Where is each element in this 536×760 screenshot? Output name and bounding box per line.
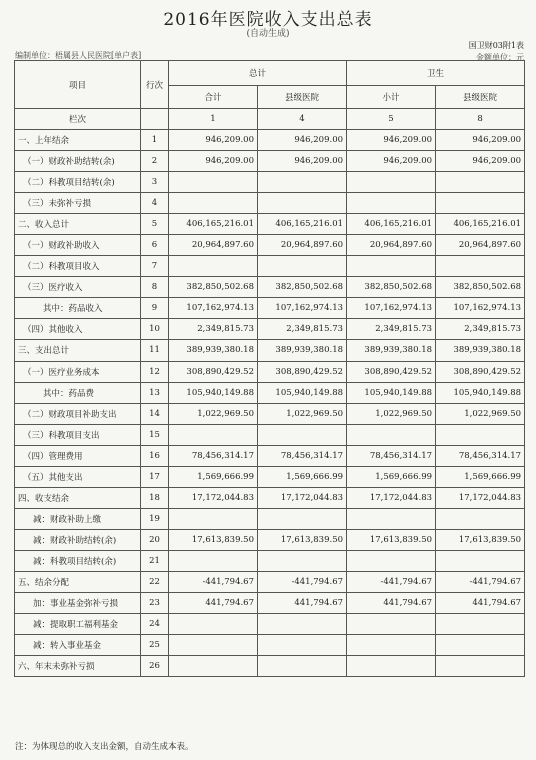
row-label: （四）其他收入 [15,319,141,340]
row-label: （三）医疗收入 [15,277,141,298]
amount-cell: 946,209.00 [258,151,347,172]
row-line-number: 5 [141,214,169,235]
amount-cell: 17,613,839.50 [347,529,436,550]
row-label: 五、结余分配 [15,571,141,592]
table-row [15,635,525,656]
amount-cell [436,635,525,656]
footnote: 注：为体现总的收入支出金额，自动生成本表。 [15,742,194,752]
income-expense-table [14,60,525,677]
group-total-header: 总计 [169,61,347,86]
amount-cell: 20,964,897.60 [169,235,258,256]
amount-cell [347,614,436,635]
row-line-number: 20 [141,529,169,550]
row-label: （一）财政补助收入 [15,235,141,256]
amount-cell: 1,569,666.99 [258,466,347,487]
row-label: （四）管理费用 [15,445,141,466]
amount-cell: 389,939,380.18 [347,340,436,361]
table-row [15,298,525,319]
table-row [15,656,525,677]
amount-cell [258,193,347,214]
row-label: 减：财政补助上缴 [15,508,141,529]
amount-cell [258,424,347,445]
row-label: 其中：药品收入 [15,298,141,319]
amount-cell: 2,349,815.73 [347,319,436,340]
amount-cell [258,635,347,656]
amount-cell [347,508,436,529]
amount-cell: 308,890,429.52 [169,361,258,382]
amount-cell: 308,890,429.52 [258,361,347,382]
amount-cell [169,550,258,571]
amount-cell [436,550,525,571]
table-row [15,466,525,487]
column-index-blank [141,109,169,130]
amount-cell: 105,940,149.88 [169,382,258,403]
table-row [15,256,525,277]
table-row [15,172,525,193]
amount-cell: 441,794.67 [169,593,258,614]
amount-cell [258,550,347,571]
amount-cell [347,635,436,656]
row-label: （二）科教项目收入 [15,256,141,277]
column-index: 4 [258,109,347,130]
row-line-number: 23 [141,593,169,614]
row-line-number: 15 [141,424,169,445]
amount-cell: 1,022,969.50 [436,403,525,424]
amount-cell: 308,890,429.52 [347,361,436,382]
amount-cell: 105,940,149.88 [436,382,525,403]
amount-cell: -441,794.67 [436,571,525,592]
table-row [15,340,525,361]
col-header-total: 合计 [169,86,258,109]
amount-cell: 17,172,044.83 [436,487,525,508]
amount-cell [436,424,525,445]
amount-cell: 2,349,815.73 [436,319,525,340]
row-line-number: 19 [141,508,169,529]
amount-cell [258,172,347,193]
row-line-number: 8 [141,277,169,298]
amount-cell: 17,172,044.83 [347,487,436,508]
row-line-number: 6 [141,235,169,256]
amount-cell: 1,022,969.50 [258,403,347,424]
table-row [15,571,525,592]
reporting-organization: 编制单位：梧属县人民医院[单户表] [15,51,142,60]
row-line-number: 11 [141,340,169,361]
row-label: （二）科教项目结转(余) [15,172,141,193]
table-row [15,319,525,340]
row-label: 二、收入总计 [15,214,141,235]
amount-cell [436,614,525,635]
amount-unit: 金额单位：元 [476,53,524,62]
amount-cell: 20,964,897.60 [436,235,525,256]
amount-cell [169,172,258,193]
amount-cell: 107,162,974.13 [169,298,258,319]
amount-cell: 946,209.00 [169,130,258,151]
table-row [15,235,525,256]
amount-cell: 17,613,839.50 [169,529,258,550]
amount-cell [169,508,258,529]
amount-cell: 308,890,429.52 [436,361,525,382]
amount-cell: 107,162,974.13 [258,298,347,319]
amount-cell: 946,209.00 [347,130,436,151]
row-label: （三）科教项目支出 [15,424,141,445]
row-label: 三、支出总计 [15,340,141,361]
amount-cell: 17,172,044.83 [169,487,258,508]
amount-cell [347,424,436,445]
row-label: 其中：药品费 [15,382,141,403]
table-row [15,130,525,151]
amount-cell: 1,569,666.99 [436,466,525,487]
amount-cell: 105,940,149.88 [258,382,347,403]
row-label: 减：提取职工福利基金 [15,614,141,635]
amount-cell: -441,794.67 [169,571,258,592]
amount-cell: 107,162,974.13 [436,298,525,319]
table-row [15,424,525,445]
col-header-county-hospital: 县级医院 [258,86,347,109]
amount-cell: 78,456,314.17 [347,445,436,466]
row-label: 四、收支结余 [15,487,141,508]
row-label: 减：财政补助结转(余) [15,529,141,550]
form-number: 国卫财03附1表 [468,41,524,50]
amount-cell: 389,939,380.18 [258,340,347,361]
amount-cell: 946,209.00 [169,151,258,172]
row-line-number: 16 [141,445,169,466]
row-label: （二）财政项目补助支出 [15,403,141,424]
table-row [15,361,525,382]
amount-cell: 78,456,314.17 [258,445,347,466]
row-line-number: 7 [141,256,169,277]
table-body [15,130,525,677]
row-line-number: 1 [141,130,169,151]
column-index-label: 栏次 [15,109,141,130]
row-line-number: 24 [141,614,169,635]
amount-cell: 441,794.67 [258,593,347,614]
row-label: 一、上年结余 [15,130,141,151]
amount-cell: 17,613,839.50 [258,529,347,550]
row-line-number: 17 [141,466,169,487]
table-row [15,193,525,214]
amount-cell [347,550,436,571]
row-line-number: 3 [141,172,169,193]
row-line-number: 18 [141,487,169,508]
row-line-number: 21 [141,550,169,571]
amount-cell [169,656,258,677]
col-header-county-hospital-health: 县级医院 [436,86,525,109]
column-index: 5 [347,109,436,130]
group-health-header: 卫生 [347,61,525,86]
column-index: 8 [436,109,525,130]
table-row [15,382,525,403]
row-line-number: 13 [141,382,169,403]
table-row [15,403,525,424]
row-label: 减：科教项目结转(余) [15,550,141,571]
row-line-number: 26 [141,656,169,677]
amount-cell: 441,794.67 [347,593,436,614]
row-label: （一）财政补助结转(余) [15,151,141,172]
table-row [15,214,525,235]
amount-cell [436,508,525,529]
amount-cell [169,193,258,214]
row-line-number: 10 [141,319,169,340]
amount-cell [258,656,347,677]
amount-cell: 382,850,502.68 [169,277,258,298]
amount-cell [258,256,347,277]
amount-cell: 78,456,314.17 [436,445,525,466]
amount-cell: 382,850,502.68 [436,277,525,298]
report-title: 2016年医院收入支出总表 [163,10,373,30]
amount-cell [169,614,258,635]
amount-cell [258,614,347,635]
amount-cell: 78,456,314.17 [169,445,258,466]
amount-cell: 389,939,380.18 [169,340,258,361]
item-header: 项目 [15,61,141,109]
row-line-number: 22 [141,571,169,592]
amount-cell: 107,162,974.13 [347,298,436,319]
amount-cell: 406,165,216.01 [169,214,258,235]
amount-cell: 1,022,969.50 [169,403,258,424]
report-subtitle: (自动生成) [246,29,290,39]
amount-cell: 2,349,815.73 [258,319,347,340]
amount-cell: 946,209.00 [347,151,436,172]
row-line-number: 9 [141,298,169,319]
amount-cell: 389,939,380.18 [436,340,525,361]
amount-cell: 441,794.67 [436,593,525,614]
amount-cell: 406,165,216.01 [436,214,525,235]
amount-cell: 946,209.00 [258,130,347,151]
amount-cell [436,256,525,277]
amount-cell: 946,209.00 [436,151,525,172]
row-line-number: 25 [141,635,169,656]
amount-cell [169,635,258,656]
amount-cell: 105,940,149.88 [347,382,436,403]
row-line-number: 14 [141,403,169,424]
amount-cell [347,256,436,277]
amount-cell [436,656,525,677]
row-label: 减：转入事业基金 [15,635,141,656]
table-row [15,508,525,529]
table-row [15,550,525,571]
table-row [15,277,525,298]
amount-cell: 1,569,666.99 [347,466,436,487]
amount-cell [436,172,525,193]
table-row [15,487,525,508]
amount-cell: 17,172,044.83 [258,487,347,508]
amount-cell [347,193,436,214]
amount-cell [169,256,258,277]
column-index: 1 [169,109,258,130]
table-row [15,614,525,635]
table-row [15,593,525,614]
amount-cell: -441,794.67 [258,571,347,592]
amount-cell [347,656,436,677]
amount-cell: 1,022,969.50 [347,403,436,424]
line-number-header: 行次 [141,61,169,109]
amount-cell: -441,794.67 [347,571,436,592]
amount-cell: 20,964,897.60 [258,235,347,256]
row-label: （三）未弥补亏损 [15,193,141,214]
table-row [15,529,525,550]
col-header-subtotal: 小计 [347,86,436,109]
table-row [15,445,525,466]
amount-cell [169,424,258,445]
amount-cell: 2,349,815.73 [169,319,258,340]
row-label: 六、年末未弥补亏损 [15,656,141,677]
amount-cell [436,193,525,214]
amount-cell: 406,165,216.01 [347,214,436,235]
row-label: 加：事业基金弥补亏损 [15,593,141,614]
table-row [15,151,525,172]
row-line-number: 12 [141,361,169,382]
amount-cell: 1,569,666.99 [169,466,258,487]
amount-cell: 946,209.00 [436,130,525,151]
amount-cell: 20,964,897.60 [347,235,436,256]
amount-cell [347,172,436,193]
amount-cell: 382,850,502.68 [347,277,436,298]
amount-cell: 406,165,216.01 [258,214,347,235]
amount-cell: 17,613,839.50 [436,529,525,550]
amount-cell: 382,850,502.68 [258,277,347,298]
amount-cell [258,508,347,529]
row-line-number: 2 [141,151,169,172]
row-line-number: 4 [141,193,169,214]
row-label: （五）其他支出 [15,466,141,487]
row-label: （一）医疗业务成本 [15,361,141,382]
